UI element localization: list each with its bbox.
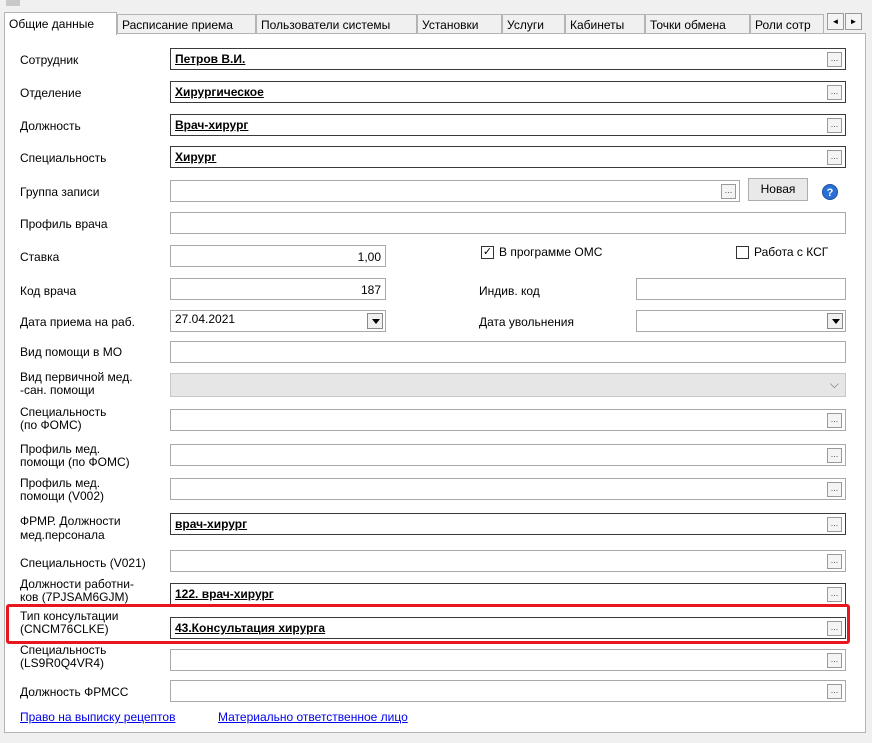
oms-label: В программе ОМС [499, 245, 603, 259]
rate-label: Ставка [20, 250, 60, 264]
help-type-mo-field[interactable] [170, 341, 846, 363]
consult-type-label-2: (CNCM76CLKE) [20, 622, 109, 636]
dismissal-date-dropdown-icon[interactable] [827, 313, 843, 329]
worker-positions-label-1: Должности работни- [20, 577, 134, 591]
worker-positions-field[interactable] [170, 583, 846, 605]
specialty-v021-label: Специальность (V021) [20, 556, 146, 570]
tab-roles[interactable]: Роли сотр [750, 14, 824, 34]
frmss-position-field[interactable] [170, 680, 846, 702]
top-strip [0, 0, 872, 12]
position-field[interactable] [170, 114, 846, 136]
position-value: Врач-хирург [175, 118, 249, 132]
indiv-code-label: Индив. код [479, 284, 540, 298]
specialty-value: Хирург [175, 150, 217, 164]
responsible-person-link[interactable]: Материально ответственное лицо [218, 710, 408, 724]
window-corner [6, 0, 20, 6]
profile-foms-label-1: Профиль мед. [20, 442, 101, 456]
ksg-checkbox[interactable] [736, 246, 749, 259]
department-label: Отделение [20, 86, 82, 100]
profile-foms-label-2: помощи (по ФОМС) [20, 455, 130, 469]
frmr-position-ellipsis-button[interactable]: ... [827, 517, 842, 532]
prescription-right-link[interactable]: Право на выписку рецептов [20, 710, 176, 724]
primary-care-type-label-2: -сан. помощи [20, 383, 95, 397]
specialty-ellipsis-button[interactable]: ... [827, 150, 842, 165]
tab-general[interactable]: Общие данные [4, 12, 117, 35]
hire-date-combo[interactable] [170, 310, 386, 332]
indiv-code-field[interactable] [636, 278, 846, 300]
tab-scroll-right-button[interactable]: ► [845, 13, 862, 30]
frmss-position-label: Должность ФРМСС [20, 685, 129, 699]
frmr-position-label-2: мед.персонала [20, 528, 105, 542]
department-ellipsis-button[interactable]: ... [827, 85, 842, 100]
tab-bar [4, 12, 870, 34]
specialty-ls9-ellipsis-button[interactable]: ... [827, 653, 842, 668]
tab-system-users[interactable]: Пользователи системы [256, 14, 417, 34]
frmr-position-field[interactable] [170, 513, 846, 535]
tab-rooms[interactable]: Кабинеты [565, 14, 645, 34]
department-value: Хирургическое [175, 85, 264, 99]
tab-services[interactable]: Услуги [502, 14, 565, 34]
profile-v002-label-1: Профиль мед. [20, 476, 101, 490]
frmss-position-ellipsis-button[interactable]: ... [827, 684, 842, 699]
profile-foms-field[interactable] [170, 444, 846, 466]
employee-ellipsis-button[interactable]: ... [827, 52, 842, 67]
frmr-position-label-1: ФРМР. Должности [20, 514, 121, 528]
specialty-v021-ellipsis-button[interactable]: ... [827, 554, 842, 569]
specialty-foms-ellipsis-button[interactable]: ... [827, 413, 842, 428]
ksg-label: Работа с КСГ [754, 245, 829, 259]
consult-type-label-1: Тип консультации [20, 609, 119, 623]
worker-positions-ellipsis-button[interactable]: ... [827, 587, 842, 602]
doctor-profile-field[interactable] [170, 212, 846, 234]
tab-scroll-left-button[interactable]: ◄ [827, 13, 844, 30]
help-icon[interactable]: ? [822, 184, 838, 200]
profile-v002-label-2: помощи (V002) [20, 489, 105, 503]
employee-value: Петров В.И. [175, 52, 246, 66]
consult-type-value: 43.Консультация хирурга [175, 621, 326, 635]
profile-v002-ellipsis-button[interactable]: ... [827, 482, 842, 497]
worker-positions-label-2: ков (7PJSAM6GJM) [20, 590, 129, 604]
tab-schedule[interactable]: Расписание приема [117, 14, 256, 34]
consult-type-ellipsis-button[interactable]: ... [827, 621, 842, 636]
hire-date-value: 27.04.2021 [175, 312, 236, 326]
highlight-frame [6, 604, 850, 644]
doctor-code-label: Код врача [20, 284, 77, 298]
new-group-button[interactable]: Новая [748, 178, 808, 201]
frmr-position-value: врач-хирург [175, 517, 248, 531]
oms-checkbox[interactable]: ✓ [482, 246, 493, 258]
position-label: Должность [20, 119, 81, 133]
primary-care-type-label-1: Вид первичной мед. [20, 370, 133, 384]
specialty-ls9-label-1: Специальность [20, 643, 107, 657]
record-group-label: Группа записи [20, 185, 100, 199]
tab-exchange-points[interactable]: Точки обмена [645, 14, 750, 34]
specialty-foms-label-2: (по ФОМС) [20, 418, 82, 432]
chevron-down-icon: ⌵ [829, 377, 839, 391]
specialty-foms-field[interactable] [170, 409, 846, 431]
doctor-code-value: 187 [360, 283, 381, 297]
dismissal-date-label: Дата увольнения [479, 315, 574, 329]
employee-field[interactable] [170, 48, 846, 70]
record-group-field[interactable] [170, 180, 740, 202]
rate-value: 1,00 [357, 250, 381, 264]
specialty-ls9-label-2: (LS9R0Q4VR4) [20, 656, 105, 670]
specialty-foms-label-1: Специальность [20, 405, 107, 419]
worker-positions-value: 122. врач-хирург [175, 587, 274, 601]
primary-care-type-combo[interactable] [170, 373, 846, 397]
position-ellipsis-button[interactable]: ... [827, 118, 842, 133]
dismissal-date-combo[interactable] [636, 310, 846, 332]
doctor-profile-label: Профиль врача [20, 217, 108, 231]
specialty-v021-field[interactable] [170, 550, 846, 572]
help-type-mo-label: Вид помощи в МО [20, 345, 123, 359]
record-group-ellipsis-button[interactable]: ... [721, 184, 736, 199]
hire-date-dropdown-icon[interactable] [367, 313, 383, 329]
specialty-label: Специальность [20, 151, 107, 165]
profile-v002-field[interactable] [170, 478, 846, 500]
profile-foms-ellipsis-button[interactable]: ... [827, 448, 842, 463]
rate-field[interactable] [170, 245, 386, 267]
doctor-code-field[interactable] [170, 278, 386, 300]
tab-settings[interactable]: Установки [417, 14, 502, 34]
specialty-ls9-field[interactable] [170, 649, 846, 671]
department-field[interactable] [170, 81, 846, 103]
specialty-field[interactable] [170, 146, 846, 168]
employee-label: Сотрудник [20, 53, 79, 67]
hire-date-label: Дата приема на раб. [20, 315, 135, 329]
